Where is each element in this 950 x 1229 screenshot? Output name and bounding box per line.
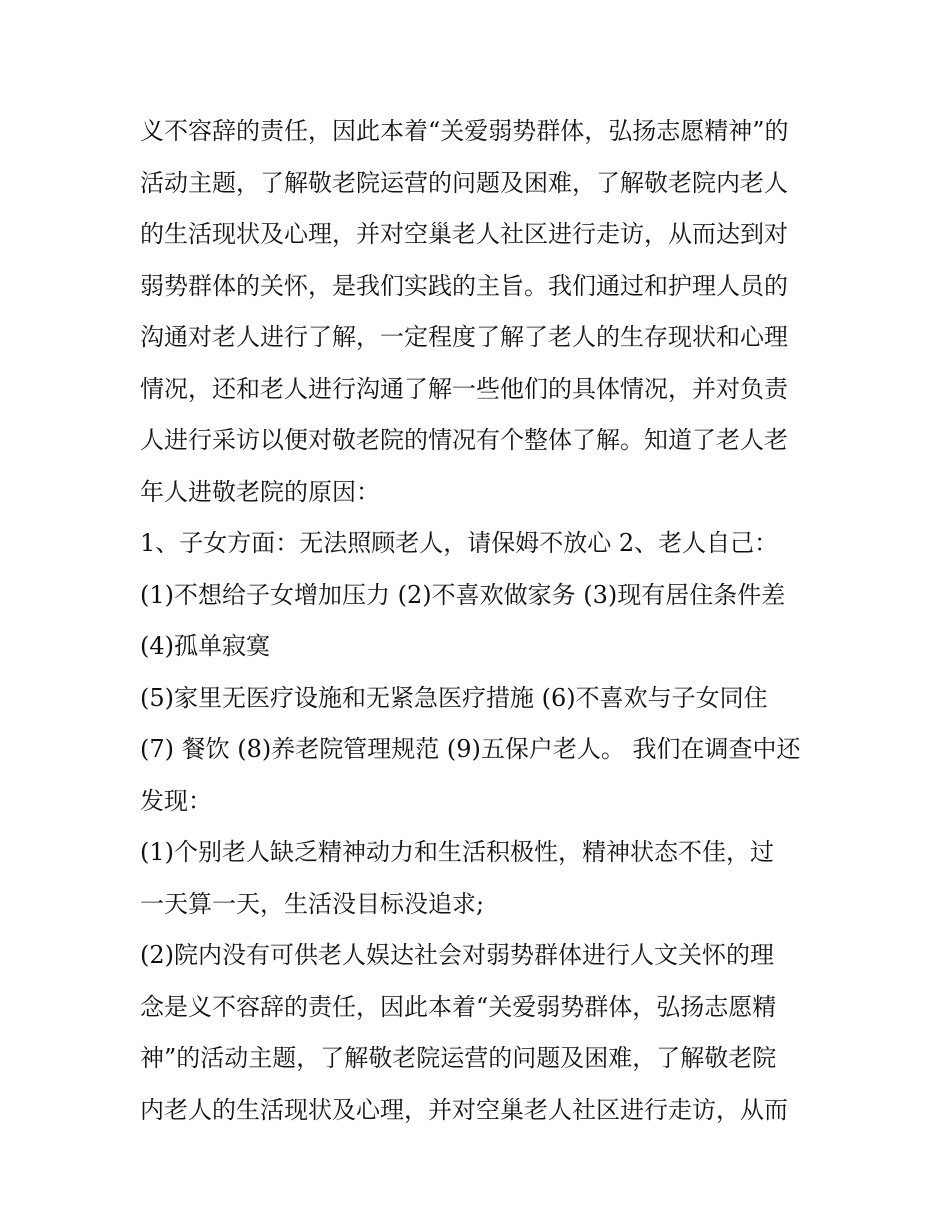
text-line-20: 内老人的生活现状及心理，并对空巢老人社区进行走访，从而 (140, 1095, 788, 1124)
text-line-10: (1)不想给子女增加压力 (2)不喜欢做家务 (3)现有居住条件差 (140, 580, 786, 609)
text-line-16: 一天算一天，生活没目标没追求; (140, 889, 485, 918)
text-line-12: (5)家里无医疗设施和无紧急医疗措施 (6)不喜欢与子女同住 (140, 683, 768, 712)
text-line-5: 沟通对老人进行了解，一定程度了解了老人的生存现状和心理 (140, 323, 788, 351)
text-line-11: (4)孤单寂寞 (140, 632, 270, 660)
text-line-9: 1、子女方面：无法照顾老人，请保姆不放心 2、老人自己： (140, 529, 779, 557)
body-text (140, 106, 830, 1136)
text-line-18: 念是义不容辞的责任，因此本着“关爱弱势群体，弘扬志愿精 (140, 992, 777, 1021)
text-line-1: 义不容辞的责任，因此本着“关爱弱势群体，弘扬志愿精神”的 (140, 117, 789, 145)
text-line-17: (2)院内没有可供老人娱达社会对弱势群体进行人文关怀的理 (140, 941, 774, 969)
text-line-6: 情况，还和老人进行沟通了解一些他们的具体情况，并对负责 (140, 374, 788, 403)
text-line-19: 神”的活动主题，了解敬老院运营的问题及困难，了解敬老院 (140, 1044, 777, 1072)
text-line-4: 弱势群体的关怀，是我们实践的主旨。我们通过和护理人员的 (140, 271, 788, 300)
text-line-14: 发现： (140, 786, 212, 815)
text-line-7: 人进行采访以便对敬老院的情况有个整体了解。知道了老人老 (140, 426, 788, 454)
text-line-13: (7) 餐饮 (8)养老院管理规范 (9)五保户老人。 我们在调查中还 (140, 735, 801, 763)
text-line-8: 年人进敬老院的原因： (140, 477, 380, 506)
text-line-3: 的生活现状及心理，并对空巢老人社区进行走访，从而达到对 (140, 220, 788, 248)
text-line-15: (1)个别老人缺乏精神动力和生活积极性，精神状态不佳，过 (140, 838, 774, 866)
text-line-2: 活动主题，了解敬老院运营的问题及困难，了解敬老院内老人 (140, 168, 788, 197)
